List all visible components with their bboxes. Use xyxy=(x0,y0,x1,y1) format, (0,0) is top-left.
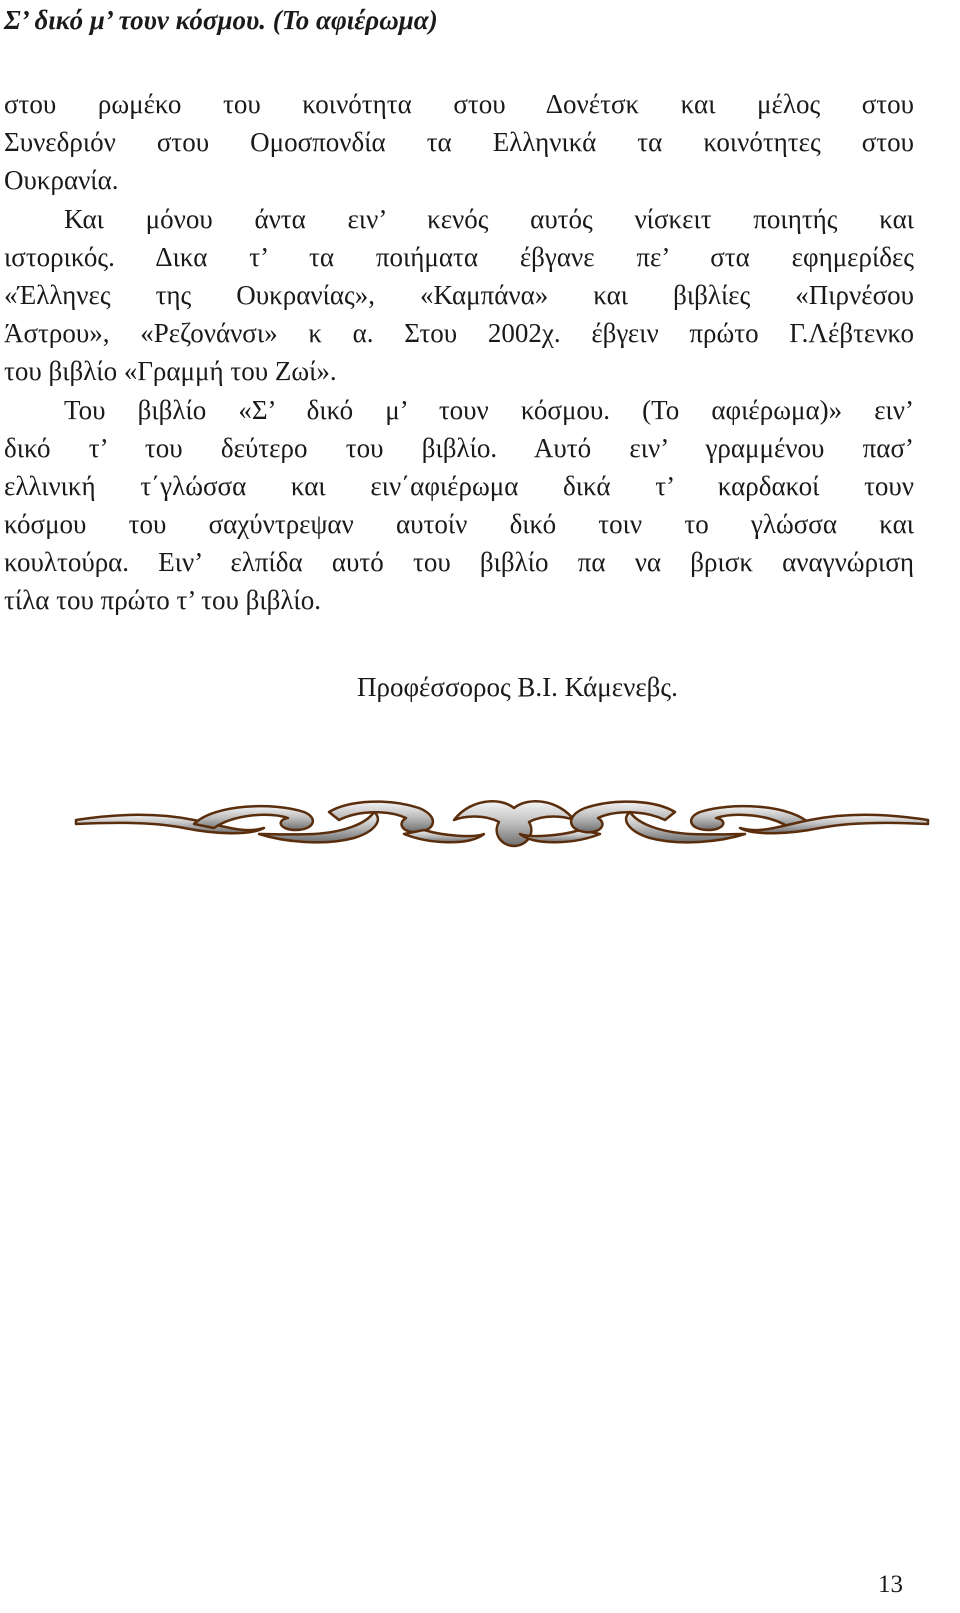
page-title: Σ’ δικό μ’ τουν κόσμου. (Το αφιέρωμα) xyxy=(4,5,438,35)
body-line: ιστορικός. Δικα τ’ τα ποιήματα έβγανε πε’ στα εφημερίδες xyxy=(4,241,914,272)
body-line: Ουκρανία. xyxy=(4,165,119,196)
body-line: δικό τ’ του δεύτερο του βιβλίο. Αυτό ειν’ γραμμένου πασ’ xyxy=(4,432,914,463)
page-number: 13 xyxy=(878,1571,903,1598)
body-paragraphs xyxy=(4,85,914,620)
body-line: στου ρωμέκο του κοινότητα στου Δονέτσκ και μέλος στου xyxy=(4,89,914,119)
decorative-flourish-icon xyxy=(74,790,930,860)
body-line: Και μόνου άντα ειν’ κενός αυτός νίσκειτ ποιητής και xyxy=(64,203,914,234)
body-line: Άστρου», «Ρεζονάνσι» κ α. Στου 2002χ. έβγειν πρώτο Γ.Λέβτενκο xyxy=(4,318,914,349)
body-line: Του βιβλίο «Σ’ δικό μ’ τουν κόσμου. (Το αφιέρωμα)» ειν’ xyxy=(64,394,914,425)
body-line: τίλα του πρώτο τ’ του βιβλίο. xyxy=(4,585,321,616)
body-line: κόσμου του σαχύντρεψαν αυτοίν δικό τοιν το γλώσσα και xyxy=(4,509,914,540)
body-line: κουλτούρα. Ειν’ ελπίδα αυτό του βιβλίο πα να βρισκ αναγνώριση xyxy=(4,547,914,578)
body-line: Συνεδριόν στου Ομοσπονδία τα Ελληνικά τα κοινότητες στου xyxy=(4,127,914,158)
body-line: «Έλληνες της Ουκρανίας», «Καμπάνα» και βιβλίες «Πιρνέσου xyxy=(4,279,914,310)
body-line: ελλινική τ΄γλώσσα και ειν΄αφιέρωμα δικά τ’ καρδακοί τουν xyxy=(4,470,914,501)
author-signature: Προφέσσορος Β.Ι. Κάμενεβς. xyxy=(357,672,678,702)
body-line: του βιβλίο «Γραμμή του Ζωί». xyxy=(4,356,337,387)
